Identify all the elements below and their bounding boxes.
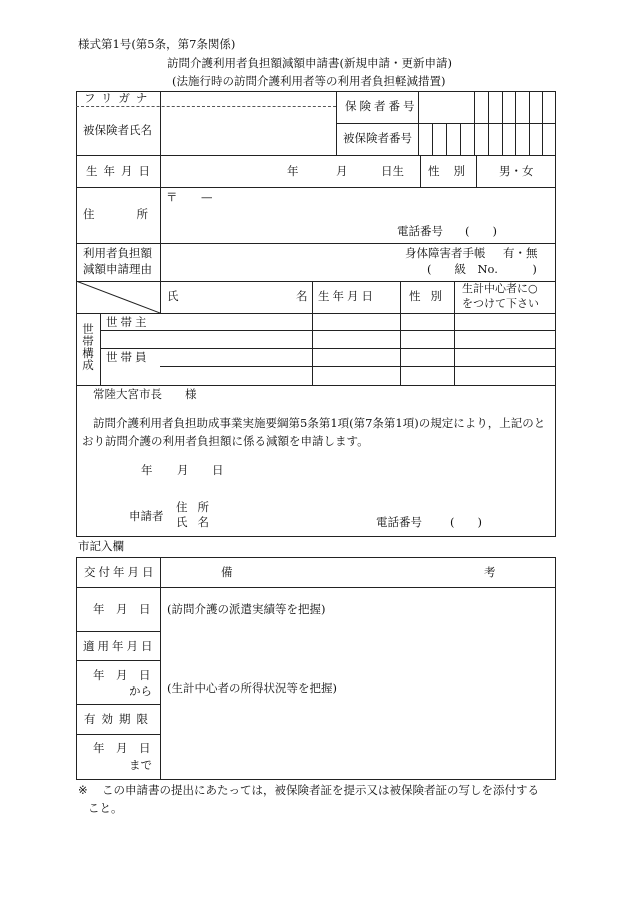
insurer-number-label: 保険者番号 [345, 99, 418, 113]
household-section-label: 世 帯 構 成 [82, 322, 94, 372]
birth-year: 年 [287, 164, 299, 178]
household-col-gender: 性別 [409, 289, 452, 303]
issue-date-label: 交付年月日 [84, 565, 157, 579]
remarks-label-1: 備 [221, 565, 233, 579]
household-col-birth: 生年月日 [318, 289, 376, 303]
address-phone-parens: ( ) [465, 224, 497, 238]
valid-period-label: 有効期限 [84, 712, 154, 726]
household-col-main-1: 生計中心者に○ [462, 282, 538, 295]
disability-options[interactable]: 有・無 [503, 246, 538, 260]
disability-grade: ( 級 No. ) [427, 262, 537, 276]
furigana-label: フリガナ [84, 91, 154, 105]
remarks-note-2: (生計中心者の所得状況等を把握) [167, 681, 337, 695]
insured-number-label: 被保険者番号 [343, 131, 412, 145]
household-col-name-1: 氏 [167, 289, 179, 303]
furigana-field[interactable] [162, 93, 334, 105]
applicant-address-label: 住所 [176, 500, 219, 514]
footnote-line1: この申請書の提出にあたっては，被保険者証を提示又は被保険者証の写しを添付する [102, 783, 539, 797]
postal-mark: 〒 [166, 190, 178, 204]
household-col-name-2: 名 [296, 289, 308, 303]
form-subtitle: (法施行時の訪問介護利用者等の利用者負担軽減措置) [172, 74, 446, 88]
addressee: 常陸大宮市長 様 [93, 387, 197, 401]
footnote-mark: ※ [78, 783, 88, 797]
gender-label: 性別 [428, 164, 479, 178]
reason-label-line1: 利用者負担額 [83, 246, 152, 260]
birth-month: 月 [336, 164, 348, 178]
from-label: から [129, 684, 152, 698]
declaration-date-year: 年 [141, 463, 153, 477]
household-col-main-2: をつけて下さい [462, 297, 539, 310]
address-phone-label: 電話番号 [397, 224, 443, 238]
reason-label-line2: 減額申請理由 [83, 262, 152, 276]
declaration-body-line1: 訪問介護利用者負担助成事業実施要綱第5条第1項(第7条第1項)の規定により，上記のと [93, 416, 546, 430]
applicant-label: 申請者 [129, 509, 164, 523]
declaration-body-line2: おり訪問介護の利用者負担額に係る減額を申請します。 [82, 434, 369, 448]
household-head-label: 世帯主 [106, 315, 150, 329]
office-section-title: 市記入欄 [78, 539, 124, 553]
insured-name-label: 被保険者氏名 [83, 123, 152, 137]
header-diagonal [76, 281, 160, 313]
remarks-note-1: (訪問介護の派遣実績等を把握) [167, 602, 326, 616]
disability-label: 身体障害者手帳 [405, 246, 486, 260]
remarks-label-2: 考 [484, 565, 496, 579]
apply-ymd: 年 月 日 [93, 668, 151, 682]
apply-date-label: 適用年月日 [83, 639, 156, 653]
gender-options[interactable]: 男・女 [499, 164, 534, 178]
postal-dash: — [201, 190, 213, 204]
address-label: 住所 [83, 207, 190, 221]
birth-date-label: 生年月日 [86, 164, 156, 178]
until-label: まで [129, 758, 152, 772]
form-number: 様式第1号(第5条，第7条関係) [78, 37, 236, 51]
footnote-line2: こと。 [88, 801, 123, 815]
applicant-name-label: 氏名 [176, 515, 219, 529]
declaration-date-day: 日 [212, 463, 224, 477]
birth-day: 日生 [381, 164, 404, 178]
valid-ymd: 年 月 日 [93, 741, 151, 755]
applicant-phone-label: 電話番号 [376, 515, 422, 529]
applicant-phone-parens: ( ) [450, 515, 482, 529]
form-title: 訪問介護利用者負担額減額申請書(新規申請・更新申請) [167, 56, 452, 70]
issue-ymd: 年 月 日 [93, 602, 151, 616]
household-member-label: 世帯員 [106, 350, 150, 364]
declaration-date-month: 月 [177, 463, 189, 477]
insured-name-field[interactable] [162, 109, 334, 153]
